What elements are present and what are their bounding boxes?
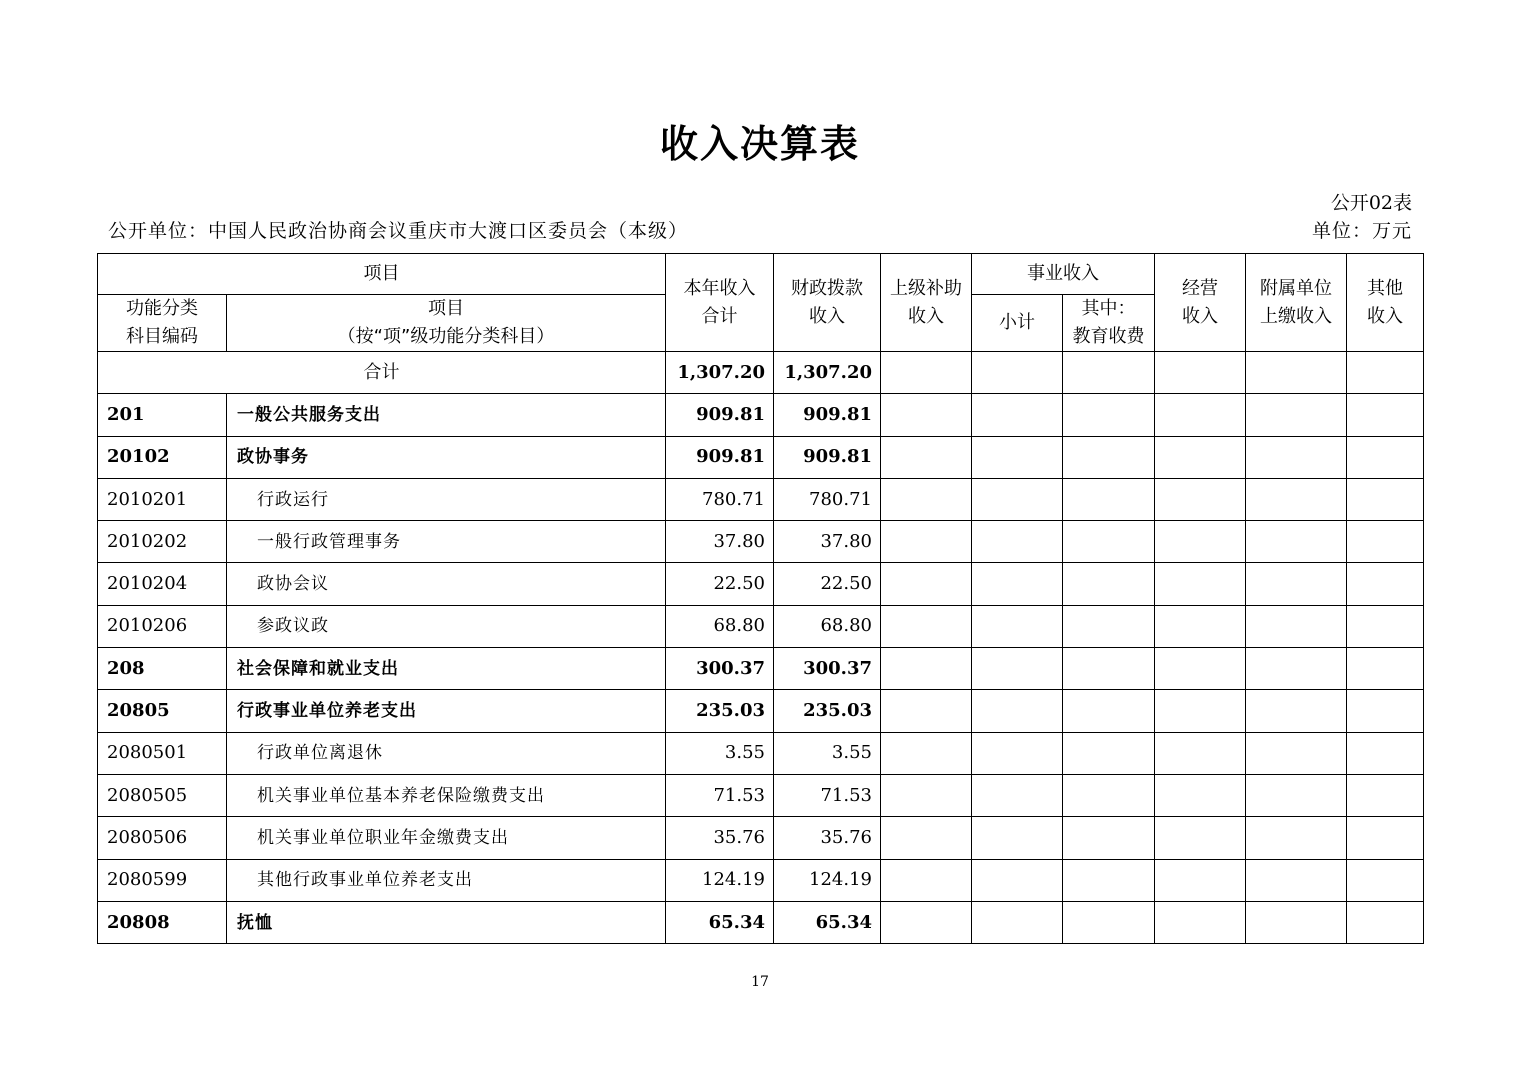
education-fees-cell <box>1063 774 1155 816</box>
table-row <box>98 901 1424 943</box>
subject-code-cell: 2010206 <box>98 605 227 647</box>
superior-subsidy-cell <box>881 648 972 690</box>
subject-code-cell: 2080501 <box>98 732 227 774</box>
header-education-fees: 其中： 教育收费 <box>1063 295 1155 352</box>
subject-name-text: 参政议政 <box>257 616 329 637</box>
other-income-cell <box>1347 605 1424 647</box>
table-row <box>98 478 1424 520</box>
superior-subsidy-cell <box>881 817 972 859</box>
money-unit: 单位：万元 <box>1311 220 1412 242</box>
subject-name-cell <box>227 605 666 647</box>
header-operating-income: 经营 收入 <box>1155 254 1246 352</box>
operating-income-cell <box>1155 732 1246 774</box>
operating-income-cell <box>1155 901 1246 943</box>
education-fees-cell <box>1063 859 1155 901</box>
operating-income-cell <box>1155 563 1246 605</box>
table-row <box>98 690 1424 732</box>
subject-name-cell <box>227 648 666 690</box>
superior-subsidy-cell <box>881 521 972 563</box>
total-income-cell: 22.50 <box>666 563 774 605</box>
subject-name-text: 政协会议 <box>257 574 329 595</box>
affiliated-income-cell <box>1246 478 1347 520</box>
subject-name-text: 抚恤 <box>237 912 273 933</box>
business-subtotal-cell <box>972 352 1063 394</box>
subject-name-text: 机关事业单位职业年金缴费支出 <box>257 827 509 848</box>
other-income-cell <box>1347 478 1424 520</box>
header-subject-name: 项目 （按“项”级功能分类科目） <box>227 295 666 352</box>
subject-code-cell: 20808 <box>98 901 227 943</box>
form-number: 公开02表 <box>1330 192 1412 214</box>
fiscal-appropriation-cell: 235.03 <box>774 690 881 732</box>
superior-subsidy-cell <box>881 732 972 774</box>
affiliated-income-cell <box>1246 563 1347 605</box>
fiscal-appropriation-cell: 300.37 <box>774 648 881 690</box>
table-row <box>98 394 1424 436</box>
affiliated-income-cell <box>1246 817 1347 859</box>
header-business-subtotal: 小计 <box>972 295 1063 352</box>
header-total-income: 本年收入 合计 <box>666 254 774 352</box>
business-subtotal-cell <box>972 521 1063 563</box>
business-subtotal-cell <box>972 605 1063 647</box>
business-subtotal-cell <box>972 859 1063 901</box>
business-subtotal-cell <box>972 690 1063 732</box>
education-fees-cell <box>1063 605 1155 647</box>
operating-income-cell <box>1155 774 1246 816</box>
affiliated-income-cell <box>1246 774 1347 816</box>
business-subtotal-cell <box>972 394 1063 436</box>
superior-subsidy-cell <box>881 901 972 943</box>
other-income-cell <box>1347 732 1424 774</box>
education-fees-cell <box>1063 732 1155 774</box>
education-fees-cell <box>1063 394 1155 436</box>
total-income-cell: 780.71 <box>666 478 774 520</box>
education-fees-cell <box>1063 690 1155 732</box>
business-subtotal-cell <box>972 817 1063 859</box>
superior-subsidy-cell <box>881 774 972 816</box>
subject-name-text: 社会保障和就业支出 <box>237 658 399 679</box>
header-business-income: 事业收入 <box>972 254 1155 295</box>
total-income-cell: 300.37 <box>666 648 774 690</box>
total-income-cell: 37.80 <box>666 521 774 563</box>
superior-subsidy-cell <box>881 859 972 901</box>
subject-name-cell <box>227 394 666 436</box>
page-title: 收入决算表 <box>659 122 860 166</box>
affiliated-income-cell <box>1246 352 1347 394</box>
affiliated-income-cell <box>1246 859 1347 901</box>
fiscal-appropriation-cell: 909.81 <box>774 436 881 478</box>
affiliated-income-cell <box>1246 901 1347 943</box>
fiscal-appropriation-cell: 35.76 <box>774 817 881 859</box>
header-superior-subsidy: 上级补助 收入 <box>881 254 972 352</box>
fiscal-appropriation-cell: 71.53 <box>774 774 881 816</box>
subject-code-cell: 201 <box>98 394 227 436</box>
subject-name-cell <box>227 817 666 859</box>
operating-income-cell <box>1155 817 1246 859</box>
total-income-cell: 68.80 <box>666 605 774 647</box>
business-subtotal-cell <box>972 436 1063 478</box>
superior-subsidy-cell <box>881 436 972 478</box>
subject-code-cell: 2080505 <box>98 774 227 816</box>
other-income-cell <box>1347 563 1424 605</box>
operating-income-cell <box>1155 394 1246 436</box>
superior-subsidy-cell <box>881 690 972 732</box>
affiliated-income-cell <box>1246 436 1347 478</box>
subject-code-cell: 2080599 <box>98 859 227 901</box>
subject-name-text: 一般公共服务支出 <box>237 404 381 425</box>
table-row <box>98 774 1424 816</box>
table-row <box>98 436 1424 478</box>
subject-name-text: 机关事业单位基本养老保险缴费支出 <box>257 785 545 806</box>
fiscal-appropriation-cell: 22.50 <box>774 563 881 605</box>
header-row-1 <box>98 254 1424 295</box>
subject-code-cell: 20805 <box>98 690 227 732</box>
subject-name-text: 行政运行 <box>257 489 329 510</box>
operating-income-cell <box>1155 605 1246 647</box>
other-income-cell <box>1347 690 1424 732</box>
subject-name-cell <box>227 901 666 943</box>
affiliated-income-cell <box>1246 394 1347 436</box>
income-final-accounts-table <box>97 253 1424 944</box>
page-number: 17 <box>751 974 769 990</box>
total-income-cell: 1,307.20 <box>666 352 774 394</box>
business-subtotal-cell <box>972 901 1063 943</box>
header-subject-code: 功能分类 科目编码 <box>98 295 227 352</box>
total-income-cell: 3.55 <box>666 732 774 774</box>
subject-name-cell <box>227 690 666 732</box>
fiscal-appropriation-cell: 780.71 <box>774 478 881 520</box>
total-income-cell: 909.81 <box>666 394 774 436</box>
subject-name-cell <box>227 478 666 520</box>
other-income-cell <box>1347 859 1424 901</box>
header-affiliated-income: 附属单位 上缴收入 <box>1246 254 1347 352</box>
total-row-label: 合计 <box>98 352 666 394</box>
fiscal-appropriation-cell: 1,307.20 <box>774 352 881 394</box>
business-subtotal-cell <box>972 478 1063 520</box>
fiscal-appropriation-cell: 3.55 <box>774 732 881 774</box>
business-subtotal-cell <box>972 732 1063 774</box>
business-subtotal-cell <box>972 774 1063 816</box>
other-income-cell <box>1347 774 1424 816</box>
superior-subsidy-cell <box>881 563 972 605</box>
subject-name-text: 其他行政事业单位养老支出 <box>257 870 473 891</box>
total-income-cell: 235.03 <box>666 690 774 732</box>
table-row <box>98 521 1424 563</box>
fiscal-appropriation-cell: 909.81 <box>774 394 881 436</box>
subject-code-cell: 20102 <box>98 436 227 478</box>
fiscal-appropriation-cell: 68.80 <box>774 605 881 647</box>
header-fiscal-appropriation: 财政拨款 收入 <box>774 254 881 352</box>
other-income-cell <box>1347 352 1424 394</box>
education-fees-cell <box>1063 521 1155 563</box>
total-income-cell: 909.81 <box>666 436 774 478</box>
total-income-cell: 71.53 <box>666 774 774 816</box>
operating-income-cell <box>1155 478 1246 520</box>
header-item-group: 项目 <box>98 254 666 295</box>
education-fees-cell <box>1063 478 1155 520</box>
total-income-cell: 35.76 <box>666 817 774 859</box>
affiliated-income-cell <box>1246 690 1347 732</box>
fiscal-appropriation-cell: 37.80 <box>774 521 881 563</box>
subject-name-cell <box>227 859 666 901</box>
operating-income-cell <box>1155 690 1246 732</box>
other-income-cell <box>1347 394 1424 436</box>
affiliated-income-cell <box>1246 605 1347 647</box>
other-income-cell <box>1347 648 1424 690</box>
table-row <box>98 859 1424 901</box>
table-row <box>98 732 1424 774</box>
total-row <box>98 352 1424 394</box>
superior-subsidy-cell <box>881 394 972 436</box>
subject-name-text: 一般行政管理事务 <box>257 531 401 552</box>
total-income-cell: 124.19 <box>666 859 774 901</box>
business-subtotal-cell <box>972 648 1063 690</box>
operating-income-cell <box>1155 352 1246 394</box>
subject-name-cell <box>227 774 666 816</box>
other-income-cell <box>1347 521 1424 563</box>
operating-income-cell <box>1155 436 1246 478</box>
subject-code-cell: 2010204 <box>98 563 227 605</box>
subject-code-cell: 2080506 <box>98 817 227 859</box>
education-fees-cell <box>1063 436 1155 478</box>
subject-code-cell: 208 <box>98 648 227 690</box>
table-row <box>98 563 1424 605</box>
other-income-cell <box>1347 436 1424 478</box>
education-fees-cell <box>1063 817 1155 859</box>
fiscal-appropriation-cell: 124.19 <box>774 859 881 901</box>
affiliated-income-cell <box>1246 521 1347 563</box>
table-row <box>98 648 1424 690</box>
table-row <box>98 817 1424 859</box>
other-income-cell <box>1347 817 1424 859</box>
subject-name-cell <box>227 436 666 478</box>
education-fees-cell <box>1063 901 1155 943</box>
operating-income-cell <box>1155 859 1246 901</box>
superior-subsidy-cell <box>881 605 972 647</box>
affiliated-income-cell <box>1246 732 1347 774</box>
operating-income-cell <box>1155 648 1246 690</box>
education-fees-cell <box>1063 648 1155 690</box>
other-income-cell <box>1347 901 1424 943</box>
superior-subsidy-cell <box>881 352 972 394</box>
operating-income-cell <box>1155 521 1246 563</box>
affiliated-income-cell <box>1246 648 1347 690</box>
table-row <box>98 605 1424 647</box>
superior-subsidy-cell <box>881 478 972 520</box>
subject-name-text: 行政事业单位养老支出 <box>237 701 417 722</box>
subject-name-text: 行政单位离退休 <box>257 743 383 764</box>
header-other-income: 其他 收入 <box>1347 254 1424 352</box>
subject-name-text: 政协事务 <box>237 447 309 468</box>
reporting-unit: 公开单位：中国人民政治协商会议重庆市大渡口区委员会（本级） <box>108 220 689 242</box>
total-income-cell: 65.34 <box>666 901 774 943</box>
fiscal-appropriation-cell: 65.34 <box>774 901 881 943</box>
subject-code-cell: 2010201 <box>98 478 227 520</box>
education-fees-cell <box>1063 563 1155 605</box>
subject-name-cell <box>227 521 666 563</box>
subject-name-cell <box>227 563 666 605</box>
education-fees-cell <box>1063 352 1155 394</box>
subject-code-cell: 2010202 <box>98 521 227 563</box>
subject-name-cell <box>227 732 666 774</box>
business-subtotal-cell <box>972 563 1063 605</box>
